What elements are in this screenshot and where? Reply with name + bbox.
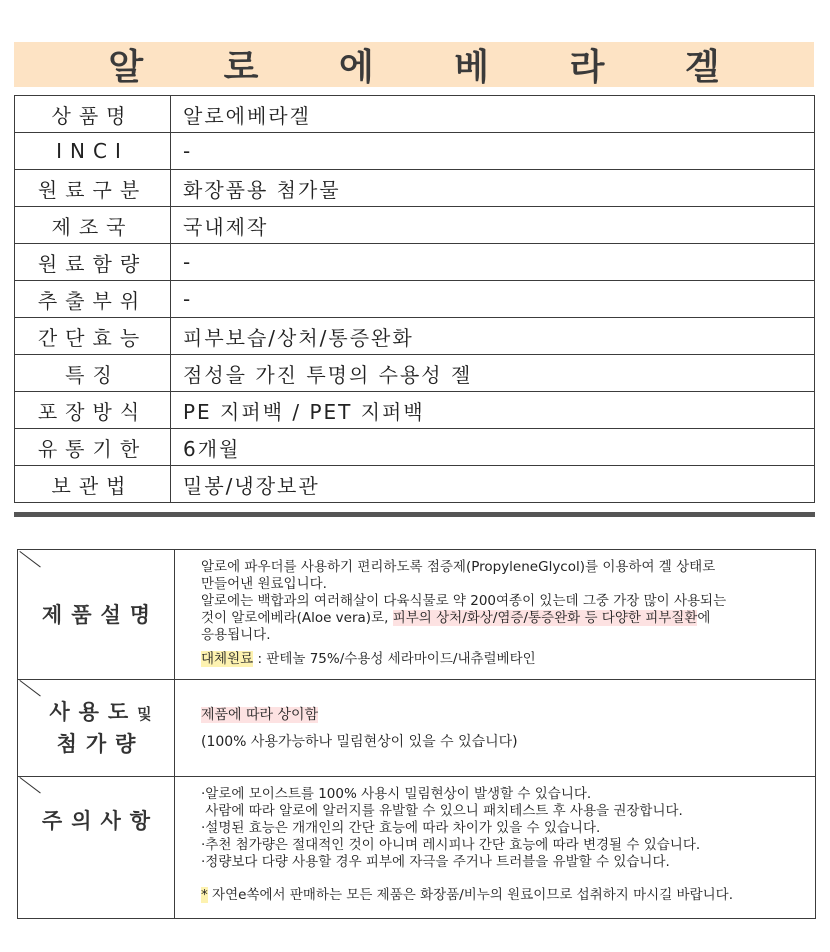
caution-line: 사람에 따라 알로에 알러지를 유발할 수 있으니 패치테스트 후 사용을 권장합니다.: [201, 803, 683, 819]
title-banner: [14, 42, 814, 87]
spec-value: -: [171, 133, 815, 170]
spec-row: [15, 355, 815, 392]
caution-label-cell: [18, 776, 175, 918]
description-line: 만들어낸 원료입니다.: [201, 576, 327, 592]
caution-list: [201, 786, 801, 871]
spec-value: -: [171, 244, 815, 281]
note-mark: *: [201, 887, 208, 903]
spec-row: [15, 466, 815, 503]
substitute-label: 대체원료: [201, 651, 254, 667]
highlighted-benefits: 피부의 상처/화상/염증/통증완화 등 다양한 피부질환: [392, 610, 698, 626]
description-body: [201, 559, 801, 668]
spec-row: [15, 281, 815, 318]
spec-value: 알로에베라겔: [171, 96, 815, 133]
caution-line: ·설명된 효능은 개개인의 간단 효능에 따라 차이가 있을 수 있습니다.: [201, 820, 601, 836]
description-text: 것이 알로에베라(Aloe vera)로,: [201, 610, 393, 626]
usage-line: (100% 사용가능하나 밀림현상이 있을 수 있습니다): [201, 734, 518, 750]
caution-body: [201, 786, 801, 904]
spec-value: PE 지퍼백 / PET 지퍼백: [171, 392, 815, 429]
spec-row: [15, 244, 815, 281]
corner-slash: [19, 551, 40, 567]
usage-label-cell: [18, 679, 175, 776]
caution-line: ·추천 첨가량은 절대적인 것이 아니며 레시피나 간단 효능에 따라 변경될 수 있습니다.: [201, 837, 701, 853]
usage-highlight: 제품에 따라 상이함: [201, 707, 319, 723]
spec-row: [15, 429, 815, 466]
description-line: [201, 610, 801, 627]
section-divider: [14, 512, 815, 517]
usage-label: [18, 697, 174, 759]
spec-label: INCI: [15, 133, 171, 170]
spec-value: 점성을 가진 투명의 수용성 젤: [171, 355, 815, 392]
spec-label: 원료구분: [15, 170, 171, 207]
spec-value: 화장품용 첨가물: [171, 170, 815, 207]
corner-slash: [19, 680, 40, 696]
corner-slash: [19, 777, 40, 793]
description-line: 알로에는 백합과의 여러해살이 다육식물로 약 200여종이 있는데 그중 가장 많이 사용되는: [201, 593, 727, 609]
caution-line: ·정량보다 다량 사용할 경우 피부에 자극을 주거나 트러블을 유발할 수 있습니다.: [201, 854, 670, 870]
spec-label: 간단효능: [15, 318, 171, 355]
spec-row: [15, 392, 815, 429]
spec-value: 6개월: [171, 429, 815, 466]
usage-label-main: 사용도: [49, 699, 138, 724]
spec-label: 원료함량: [15, 244, 171, 281]
spec-label: 특징: [15, 355, 171, 392]
spec-row: [15, 207, 815, 244]
spec-label: 제조국: [15, 207, 171, 244]
description-label-cell: [18, 550, 175, 679]
spec-row: [15, 96, 815, 133]
spec-row: [15, 318, 815, 355]
description-line: 응용됩니다.: [201, 627, 271, 643]
caution-note: [201, 887, 801, 904]
usage-row: [18, 679, 815, 777]
substitute-line: [201, 651, 801, 668]
substitute-value: : 판테놀 75%/수용성 세라마이드/내츄럴베타인: [253, 651, 536, 667]
spec-value: -: [171, 281, 815, 318]
usage-label-small: 및: [137, 704, 152, 723]
usage-label-second: 첨가량: [56, 731, 145, 756]
note-text: 자연e쏙에서 판매하는 모든 제품은 화장품/비누의 원료이므로 섭취하지 마시길 바랍니다.: [207, 887, 733, 903]
description-text: 에: [697, 610, 711, 626]
usage-body: [201, 705, 801, 753]
description-row: [18, 550, 815, 680]
description-label: 제품설명: [41, 602, 160, 627]
usage-line: [201, 705, 801, 726]
description-line: 알로에 파우더를 사용하기 편리하도록 점증제(PropyleneGlycol)를 이용하여 겔 상태로: [201, 559, 716, 575]
spec-value: 피부보습/상처/통증완화: [171, 318, 815, 355]
spec-label: 추출부위: [15, 281, 171, 318]
spec-row: [15, 170, 815, 207]
spec-row: [15, 133, 815, 170]
spec-table: [14, 95, 815, 503]
spec-label: 유통기한: [15, 429, 171, 466]
product-title: 알 로 에 베 라 겔: [108, 47, 754, 88]
spec-value: 밀봉/냉장보관: [171, 466, 815, 503]
description-table: [17, 549, 816, 919]
spec-value: 국내제작: [171, 207, 815, 244]
spec-label: 포장방식: [15, 392, 171, 429]
caution-line: ·알로에 모이스트를 100% 사용시 밀림현상이 발생할 수 있습니다.: [201, 786, 592, 802]
caution-label: 주의사항: [41, 809, 160, 834]
spec-label: 상품명: [15, 96, 171, 133]
caution-row: [18, 776, 815, 918]
spec-label: 보관법: [15, 466, 171, 503]
